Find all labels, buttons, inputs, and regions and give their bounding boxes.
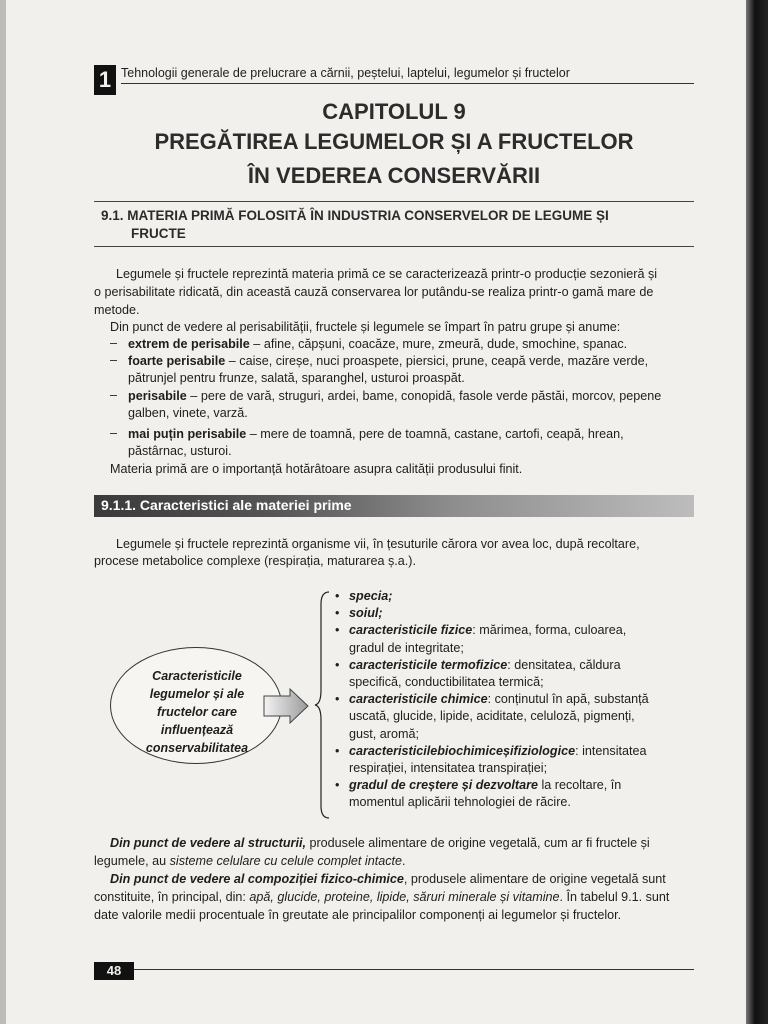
- group-perisable: perisabile – pere de vară, struguri, ardei, bame, conopidă, fasole verde păstăi, morcov, pepene: [128, 389, 662, 403]
- chapter-number-badge: 1: [94, 65, 116, 95]
- chapter-title-line-1: PREGĂTIREA LEGUMELOR ȘI A FRUCTELOR: [154, 129, 634, 154]
- list-item: • caracteristicile termofizice: densitatea, căldura specifică, conductibilitatea termică;: [335, 657, 695, 691]
- oval-line: Caracteristicile: [152, 669, 242, 683]
- list-item: • soiul;: [335, 605, 695, 622]
- section-title-line-1: 9.1. MATERIA PRIMĂ FOLOSITĂ ÎN INDUSTRIA CONSERVELOR DE LEGUME ȘI: [101, 208, 609, 223]
- chapter-title-line-2: ÎN VEDEREA CONSERVĂRII: [247, 163, 541, 188]
- chapter-label: CAPITOLUL 9: [322, 99, 466, 124]
- intro-line-1: Legumele și fructele reprezintă materia primă ce se caracterizează printr-o producție sezonieră și: [116, 267, 658, 281]
- book-binding-shadow: [746, 0, 768, 1024]
- intro-line-3: metode.: [94, 303, 140, 317]
- list-item: • caracteristicile chimice: conținutul în apă, substanță uscată, glucide, lipide, aciditate, celuloză, pigmenți, gust, aromă;: [335, 691, 695, 743]
- section-rule-top: [94, 201, 694, 202]
- diagram-oval-text: [122, 667, 272, 757]
- group-very: foarte perisabile – caise, cireșe, nuci proaspete, piersici, prune, ceapă verde, mazăre verde,: [128, 354, 649, 368]
- group-extreme: extrem de perisabile – afine, căpșuni, coacăze, mure, zmeură, dude, smochine, spanac.: [128, 337, 628, 351]
- composition-line-3: date valorile medii procentuale în greutate ale principalilor componenți ai legumelor și fructelor.: [94, 908, 622, 922]
- composition-line-1: Din punct de vedere al compoziției fizico-chimice, produsele alimentare de origine vegetală sunt: [110, 872, 666, 886]
- intro-groups-lead: Din punct de vedere al perisabilității, fructele și legumele se împart în patru grupe și anume:: [110, 320, 621, 334]
- page-number: 48: [94, 962, 134, 980]
- structure-line-1: Din punct de vedere al structurii, produsele alimentare de origine vegetală, cum ar fi fructele și: [110, 836, 650, 850]
- characteristics-list: [335, 588, 695, 812]
- list-item: • caracteristicile fizice: mărimea, forma, culoarea, gradul de integritate;: [335, 622, 695, 656]
- arrow-right-icon: [262, 688, 312, 724]
- oval-line: conservabilitatea: [145, 741, 249, 755]
- running-header: Tehnologii generale de prelucrare a cărnii, peștelui, laptelui, legumelor și fructelor: [121, 66, 570, 80]
- list-item: • gradul de creștere și dezvoltare la recoltare, în momentul aplicării tehnologiei de răcire.: [335, 777, 695, 811]
- section-title: [101, 207, 686, 243]
- oval-line: legumelor și ale: [149, 687, 245, 701]
- group-very-cont: pătrunjel pentru frunze, salată, sparanghel, usturoi proaspăt.: [128, 371, 465, 385]
- oval-line: fructelor care: [157, 705, 237, 719]
- sub-intro-line-2: procese metabolice complexe (respirația, maturarea ș.a.).: [94, 554, 416, 568]
- oval-line: influențează: [160, 723, 234, 737]
- header-rule: [121, 83, 694, 84]
- intro-conclusion: Materia primă are o importanță hotărâtoare asupra calității produsului finit.: [110, 462, 523, 476]
- structure-line-2: legumele, au sisteme celulare cu celule complet intacte.: [94, 854, 406, 868]
- list-dash: –: [110, 426, 118, 440]
- list-item: • specia;: [335, 588, 695, 605]
- list-dash: –: [110, 353, 118, 367]
- intro-line-2: o perisabilitate ridicată, din această cauză conservarea lor putându-se realiza printr-o gamă mare de: [94, 285, 654, 299]
- group-less: mai puțin perisabile – mere de toamnă, pere de toamnă, castane, cartofi, ceapă, hrean,: [128, 427, 624, 441]
- sub-intro-line-1: Legumele și fructele reprezintă organisme vii, în țesuturile cărora vor avea loc, după recoltare,: [116, 537, 640, 551]
- subsection-title: 9.1.1. Caracteristici ale materiei prime: [101, 497, 352, 513]
- curly-brace-icon: [313, 590, 333, 820]
- footer-rule: [134, 969, 694, 970]
- group-perisable-cont: galben, vinete, varză.: [128, 406, 248, 420]
- section-rule-bottom: [94, 246, 694, 247]
- list-dash: –: [110, 336, 118, 350]
- group-less-cont: păstârnac, usturoi.: [128, 444, 232, 458]
- list-item: • caracteristicilebiochimiceșifiziologice: intensitatea respirației, intensitatea transpirației;: [335, 743, 695, 777]
- section-title-line-2: FRUCTE: [131, 226, 186, 241]
- composition-line-2: constituite, în principal, din: apă, glucide, proteine, lipide, săruri minerale și vitamine. În tabelul 9.1. sunt: [94, 890, 670, 904]
- list-dash: –: [110, 388, 118, 402]
